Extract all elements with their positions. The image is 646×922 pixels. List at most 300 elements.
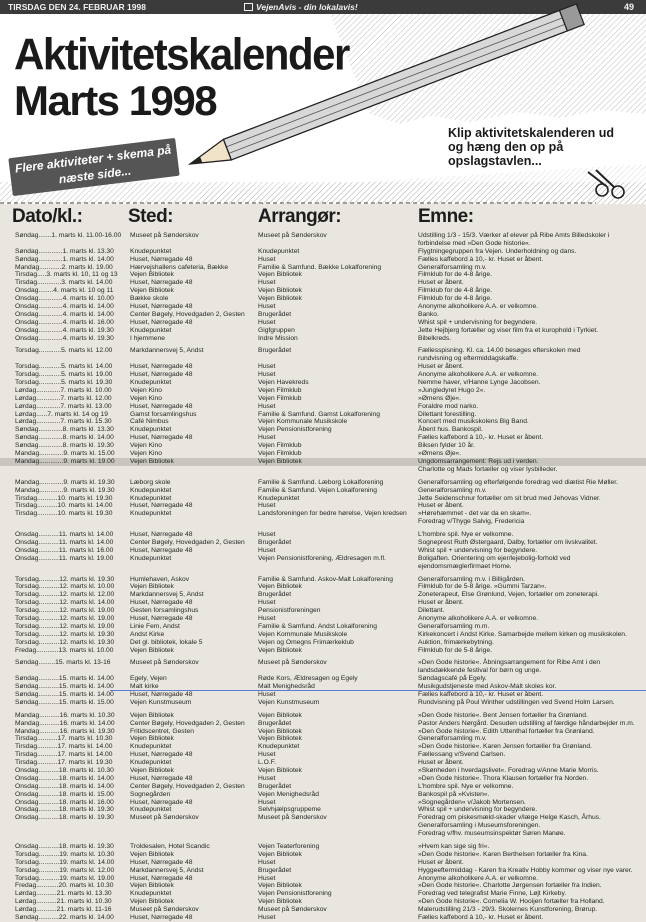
table-row <box>0 271 646 279</box>
place-cell: Knudepunktet <box>130 743 172 751</box>
date-time-cell: Søndag.............8. marts kl. 13.30 <box>15 426 114 434</box>
organizer-cell: Vejen Bibliotek <box>258 646 302 654</box>
subject-cell: Dilettant. <box>418 607 445 615</box>
date-time-cell: Lørdag...........21. marts kl. 10.30 <box>15 898 112 906</box>
table-row <box>0 615 646 623</box>
place-cell: Huset, Nørregade 48 <box>130 502 193 510</box>
place-cell: Vejen Bibliotek <box>130 882 174 890</box>
subject-cell: Dilettant forestilling. <box>418 410 477 418</box>
date-time-cell: Søndag.............8. marts kl. 14.00 <box>15 434 114 442</box>
date-time-cell: Mandag.............9. marts kl. 19.00 <box>15 457 115 465</box>
page-header-bar <box>0 0 646 14</box>
subject-cell: Generalforsamling og efterfølgende foredrag ved diætist Rie Møller. <box>418 478 618 486</box>
date-time-cell: Søndag.............8. marts kl. 19.30 <box>15 442 114 450</box>
place-cell: Huset, Nørregade 48 <box>130 914 193 922</box>
date-time-cell: Onsdag...........18. marts kl. 19.30 <box>15 806 114 814</box>
place-cell: Linie Fem, Andst <box>130 622 180 630</box>
organizer-cell: Huset <box>258 690 276 698</box>
subject-cell: Pastor Anders Nørgård. Desuden udstilling af færdige håndarbejder m.m. <box>418 719 635 727</box>
column-heading-place: Sted: <box>128 206 173 227</box>
date-time-cell: Onsdag...........18. marts kl. 19.30 <box>15 814 114 822</box>
date-time-cell: Søndag...........22. marts kl. 14.00 <box>15 914 114 922</box>
subject-cell: Generalforsamling i Museumsforeningen. <box>418 822 541 830</box>
place-cell: Det gl. bibliotek, lokale 5 <box>130 638 203 646</box>
date-time-cell: Lørdag...........21. marts kl. 11-16 <box>15 906 112 914</box>
table-row <box>0 767 646 775</box>
organizer-cell: Huset <box>258 318 276 326</box>
place-cell: Knudepunktet <box>130 494 172 502</box>
date-time-cell: Onsdag.............4. marts kl. 19.30 <box>15 326 114 334</box>
subject-cell: »Sognegården« v/Jakob Mortensen. <box>418 798 526 806</box>
organizer-cell: Vejen Filmklub <box>258 442 302 450</box>
subject-cell: Anonyme alkoholikere A.A. er velkomne. <box>418 614 539 622</box>
organizer-cell: Huset <box>258 751 276 759</box>
subject-cell: »Den Gode historie«. Cornelia W. Hooijen fortæller fra Holland. <box>418 898 605 906</box>
place-cell: I hjemmene <box>130 334 165 342</box>
subject-cell: Filmklub for de 4-8 årige. <box>418 271 492 279</box>
place-cell: Vejen Bibliotek <box>130 898 174 906</box>
date-time-cell: Torsdag...........12. marts kl. 19.00 <box>15 614 115 622</box>
table-row <box>0 387 646 395</box>
organizer-cell: Vejen Kommunale Musikskole <box>258 630 348 638</box>
place-cell: Huset, Nørregade 48 <box>130 858 193 866</box>
subject-cell: Hyggeeftermiddag - Karen fra Kreativ Hobby kommer og viser nye varer. <box>418 866 633 874</box>
place-cell: Museet på Sønderskov <box>130 814 199 822</box>
organizer-cell: Familie & Samfund. Vejen Lokalforening <box>258 486 377 494</box>
table-row <box>0 303 646 311</box>
organizer-cell: Museet på Sønderskov <box>258 659 327 667</box>
brand-text: VejenAvis - din lokalavis! <box>256 2 358 12</box>
organizer-cell: Pensionistforeningen <box>258 607 321 615</box>
organizer-cell: Museet på Sønderskov <box>258 906 327 914</box>
table-row <box>0 783 646 791</box>
date-time-cell: Onsdag........4. marts kl. 10 og 11 <box>15 287 114 295</box>
organizer-cell: Vejen Pensionistforening <box>258 890 332 898</box>
table-row <box>0 563 646 571</box>
organizer-cell: Huset <box>258 914 276 922</box>
organizer-cell: Huset <box>258 303 276 311</box>
organizer-cell: Vejen Filmklub <box>258 394 302 402</box>
activity-table <box>0 232 646 922</box>
subject-cell: Generalforsamling m.v. <box>418 486 487 494</box>
table-row <box>0 751 646 759</box>
subject-cell: Foredrag v/Thyge Salvig, Fredericia <box>418 518 525 526</box>
place-cell: Huset, Nørregade 48 <box>130 874 193 882</box>
subject-cell: Foraldre mod narko. <box>418 402 479 410</box>
place-cell: Vejen Bibliotek <box>130 735 174 743</box>
date-time-cell: Onsdag...........18. marts kl. 15.00 <box>15 790 114 798</box>
place-cell: Museet på Sønderskov <box>130 232 199 239</box>
place-cell: Vejen Bibliotek <box>130 271 174 279</box>
date-time-cell: Tirsdag...........17. marts kl. 14.00 <box>15 743 113 751</box>
organizer-cell: Vejen Bibliotek <box>258 457 302 465</box>
date-time-cell: Mandag.............9. marts kl. 19.30 <box>15 478 115 486</box>
subject-cell: Flygtningegruppen fra Vejen. Underholdning og dans. <box>418 247 577 255</box>
subject-cell: »Den Gode historie«. Charlotte Jørgensen fortæller fra Indien. <box>418 882 602 890</box>
subject-cell: Whist spil + undervisning for begyndere. <box>418 318 538 326</box>
place-cell: Markdannersvej 5, Andst <box>130 591 204 599</box>
place-cell: Andst Kirke <box>130 630 165 638</box>
subject-cell: Sogneprest Ruth Østergaard, Dalby, fortæller om livskvalitet. <box>418 538 598 546</box>
organizer-cell: Brugerådet <box>258 538 292 546</box>
table-row <box>0 890 646 898</box>
more-activities-banner: Flere aktiviteter + skema på næste side... <box>8 138 179 196</box>
organizer-cell: Røde Kors, Ældresagen og Egely <box>258 675 358 683</box>
organizer-cell: Knudepunktet <box>258 247 300 255</box>
table-row <box>0 458 646 466</box>
page-number: 49 <box>623 2 634 12</box>
table-row <box>0 867 646 875</box>
subject-cell: Charlotte og Mads fortæller og viser lysbilleder. <box>418 465 558 473</box>
organizer-cell: Brugerådet <box>258 310 292 318</box>
date-time-cell: Mandag...........16. marts kl. 10.30 <box>15 711 115 719</box>
date-time-cell: Torsdag...........12. marts kl. 14.00 <box>15 599 115 607</box>
place-cell: Huset, Nørregade 48 <box>130 402 193 410</box>
subject-cell: Whist spil + undervisning for begyndere. <box>418 806 538 814</box>
organizer-cell: Malt Menighedsråd <box>258 683 315 691</box>
organizer-cell: Familie & Samfund. Andst Lokalforening <box>258 622 377 630</box>
table-row <box>0 539 646 547</box>
organizer-cell: Vejen Bibliotek <box>258 850 302 858</box>
place-cell: Museet på Sønderskov <box>130 659 199 667</box>
subject-cell: Nemme haver, v/Hanne Lynge Jacobsen. <box>418 379 541 387</box>
subject-cell: Fælles kaffebord à 10,- kr. Huset er åbent. <box>418 255 544 263</box>
organizer-cell: Museet på Sønderskov <box>258 232 327 239</box>
date-time-cell: Mandag...........16. marts kl. 14.00 <box>15 719 115 727</box>
table-row <box>0 479 646 487</box>
table-row <box>0 347 646 355</box>
subject-cell: Filmklub for de 4-8 årige. <box>418 295 492 303</box>
place-cell: Troldesalen, Hotel Scandic <box>130 843 210 851</box>
date-time-cell: Torsdag...........12. marts kl. 19.00 <box>15 607 115 615</box>
date-time-cell: Torsdag............5. marts kl. 12.00 <box>15 347 113 355</box>
table-row <box>0 327 646 335</box>
subject-cell: landsdækkende festival for børn og unge. <box>418 667 542 675</box>
table-row <box>0 791 646 799</box>
table-row <box>0 830 646 838</box>
organizer-cell: Gigfgruppen <box>258 326 295 334</box>
date-time-cell: Onsdag...........11. marts kl. 14.00 <box>15 531 114 539</box>
table-row <box>0 355 646 363</box>
place-cell: Vejen Bibliotek <box>130 767 174 774</box>
place-cell: Vejen Kino <box>130 450 162 458</box>
subject-cell: Jette Seidenschnur fortæller om sit brud med Jehovas Vidner. <box>418 494 601 502</box>
table-row <box>0 775 646 783</box>
column-heading-subject: Emne: <box>418 206 474 227</box>
organizer-cell: Huset <box>258 255 276 263</box>
table-row <box>0 875 646 883</box>
place-cell: Knudepunktet <box>130 326 172 334</box>
subject-cell: Udstilling 1/3 - 15/3. Værker af elever på Ribe Amts Billedskoler i <box>418 232 610 239</box>
organizer-cell: Selvhjælpsgruppeme <box>258 806 321 814</box>
organizer-cell: Brugerådet <box>258 591 292 599</box>
place-cell: Huset, Nørregade 48 <box>130 751 193 759</box>
place-cell: Gesten forsamlingshus <box>130 607 199 615</box>
place-cell: Vejen Kunstmuseum <box>130 698 192 706</box>
place-cell: Center Bøgely, Hovedgaden 2, Gesten <box>130 310 245 318</box>
place-cell: Vejen Bibliotek <box>130 711 174 719</box>
subject-cell: Huset er åbent. <box>418 363 464 371</box>
place-cell: Markdannersvej 5, Andst <box>130 866 204 874</box>
place-cell: Sognegården <box>130 790 171 798</box>
organizer-cell: Huset <box>258 774 276 782</box>
organizer-cell: L.O.F. <box>258 759 276 767</box>
issue-date: TIRSDAG DEN 24. FEBRUAR 1998 <box>8 2 146 12</box>
place-cell: Gamst forsamlingshus <box>130 410 197 418</box>
place-cell: Huset, Nørregade 48 <box>130 255 193 263</box>
table-row <box>0 287 646 295</box>
subject-cell: Generalforsamling m.v. <box>418 735 487 743</box>
organizer-cell: Vejen Bibliotek <box>258 727 302 735</box>
subject-cell: Kirkekoncert i Andst Kirke. Samarbejde mellem kirken og musikskolen. <box>418 630 627 638</box>
subject-cell: Fælles kaffebord à 10,- kr. Huset er åbent. <box>418 434 544 442</box>
date-time-cell: Torsdag...........12. marts kl. 19.30 <box>15 630 115 638</box>
organizer-cell: Brugerådet <box>258 719 292 727</box>
place-cell: Knudepunktet <box>130 890 172 898</box>
date-time-cell: Tirsdag...........17. marts kl. 10.30 <box>15 735 113 743</box>
organizer-cell: Vejen Bibliotek <box>258 735 302 743</box>
table-row <box>0 728 646 736</box>
organizer-cell: Knudepunktet <box>258 743 300 751</box>
subject-cell: Generalforsamling m.v. i Billigården. <box>418 575 525 583</box>
place-cell: Læborg skole <box>130 478 171 486</box>
table-row <box>0 691 646 699</box>
table-row <box>0 450 646 458</box>
table-row <box>0 232 646 240</box>
organizer-cell: Vejen Bibliotek <box>258 583 302 591</box>
date-time-cell: Søndag.........15. marts kl. 13-16 <box>15 659 111 667</box>
subject-cell: Søndagscafé på Egely. <box>418 675 487 683</box>
table-row <box>0 495 646 503</box>
organizer-cell: Huset <box>258 502 276 510</box>
place-cell: Vejen Bibliotek <box>130 287 174 295</box>
table-row <box>0 555 646 563</box>
place-cell: Knudepunktet <box>130 247 172 255</box>
subject-cell: Musikgudstjeneste med Askov-Malt skoles kor. <box>418 683 557 691</box>
column-heading-organizer: Arrangør: <box>258 206 342 227</box>
date-time-cell: Lørdag.............7. marts kl. 13.00 <box>15 402 112 410</box>
table-row <box>0 518 646 526</box>
date-time-cell: Lørdag...........21. marts kl. 13.30 <box>15 890 112 898</box>
place-cell: Fritidscentret, Gesten <box>130 727 194 735</box>
place-cell: Café Nimbus <box>130 418 169 426</box>
subject-cell: Whist spil + undervisning for begyndere. <box>418 546 538 554</box>
date-time-cell: Torsdag...........12. marts kl. 19.00 <box>15 622 115 630</box>
place-cell: Egely, Vejen <box>130 675 167 683</box>
table-row <box>0 822 646 830</box>
place-cell: Hærvejshallens cafeteria, Bække <box>130 263 229 271</box>
subject-cell: Banko. <box>418 310 439 318</box>
organizer-cell: Vejen Menighedsråd <box>258 790 319 798</box>
table-row <box>0 675 646 683</box>
subject-cell: Bibelkreds. <box>418 334 452 342</box>
place-cell: Huset, Nørregade 48 <box>130 798 193 806</box>
date-time-cell: Onsdag...........18. marts kl. 19.30 <box>15 843 114 851</box>
subject-cell: Fællessang v/Svend Carlsen. <box>418 751 506 759</box>
subject-cell: Huset er åbent. <box>418 759 464 767</box>
table-row <box>0 487 646 495</box>
organizer-cell: Huset <box>258 858 276 866</box>
place-cell: Malt kirke <box>130 683 159 691</box>
subject-cell: Jette Hejbjerg fortæller og viser film fra et kurophold i Tyrkiet. <box>418 326 599 334</box>
place-cell: Vejen Bibliotek <box>130 583 174 591</box>
date-time-cell: Mandag...........16. marts kl. 19.30 <box>15 727 115 735</box>
subject-cell: Generalforsamling m.m. <box>418 622 490 630</box>
date-time-cell: Onsdag.............4. marts kl. 19.30 <box>15 334 114 342</box>
subject-cell: Fællesspisning. Kl. ca. 14.00 besøges efterskolen med <box>418 347 581 355</box>
place-cell: Huset, Nørregade 48 <box>130 371 193 379</box>
place-cell: Knudepunktet <box>130 426 172 434</box>
organizer-cell: Vejen Filmklub <box>258 386 302 394</box>
date-time-cell: Onsdag.............4. marts kl. 10.00 <box>15 295 114 303</box>
subject-cell: Foredrag om piskesmæld-skader v/læge Helge Kasch, Århus. <box>418 814 601 822</box>
place-cell: Huset, Nørregade 48 <box>130 599 193 607</box>
organizer-cell: Brugerådet <box>258 347 292 355</box>
table-row <box>0 240 646 248</box>
date-time-cell: Søndag...........15. marts kl. 14.00 <box>15 675 114 683</box>
table-row <box>0 799 646 807</box>
date-time-cell: Torsdag...........19. marts kl. 12.00 <box>15 866 115 874</box>
subject-cell: rundvisning og eftermiddagskaffe. <box>418 355 519 363</box>
place-cell: Center Bøgely, Hovedgaden 2, Gesten <box>130 719 245 727</box>
place-cell: Museet på Sønderskov <box>130 906 199 914</box>
table-row <box>0 843 646 851</box>
date-time-cell: Onsdag.............4. marts kl. 14.00 <box>15 303 114 311</box>
date-time-cell: Tirsdag...........10. marts kl. 19.30 <box>15 494 113 502</box>
table-row <box>0 647 646 655</box>
place-cell: Vejen Bibliotek <box>130 457 174 465</box>
place-cell: Vejen Kino <box>130 386 162 394</box>
place-cell: Huset, Nørregade 48 <box>130 318 193 326</box>
subject-cell: »Hørehæmmet - det var da en skam«. <box>418 510 532 518</box>
date-time-cell: Søndag...........15. marts kl. 14.00 <box>15 690 114 698</box>
table-row <box>0 743 646 751</box>
table-row <box>0 735 646 743</box>
organizer-cell: Vejen Kommunale Musikskole <box>258 418 348 426</box>
subject-cell: Malerudstilling 21/3 - 29/3. Skolernes Kunstforening, Brørup. <box>418 906 598 914</box>
organizer-cell: Vejen Filmklub <box>258 450 302 458</box>
organizer-cell: Huset <box>258 599 276 607</box>
subject-cell: Bankospil på »Kvisten«. <box>418 790 490 798</box>
subject-cell: Koncert med musikskolens Big Band. <box>418 418 529 426</box>
table-row <box>0 466 646 474</box>
organizer-cell: Familie & Samfund. Gamst Lokalforening <box>258 410 380 418</box>
table-row <box>0 631 646 639</box>
place-cell: Markdannersvej 5, Andst <box>130 347 204 355</box>
organizer-cell: Huset <box>258 546 276 554</box>
table-row <box>0 720 646 728</box>
calendar-header <box>0 14 646 204</box>
table-row <box>0 426 646 434</box>
place-cell: Center Bøgely, Hovedgaden 2, Gesten <box>130 782 245 790</box>
organizer-cell: Indre Mission <box>258 334 298 342</box>
organizer-cell: Knudepunktet <box>258 494 300 502</box>
table-row <box>0 859 646 867</box>
date-time-cell: Torsdag...........12. marts kl. 19.30 <box>15 575 115 583</box>
date-time-cell: Torsdag............5. marts kl. 19.00 <box>15 371 113 379</box>
place-cell: Knudepunktet <box>130 759 172 767</box>
organizer-cell: Museet på Sønderskov <box>258 814 327 822</box>
table-row <box>0 906 646 914</box>
table-row <box>0 295 646 303</box>
table-row <box>0 623 646 631</box>
organizer-cell: Vejen Bibliotek <box>258 271 302 279</box>
organizer-cell: Huset <box>258 874 276 882</box>
subject-cell: »Den Gode historie«. Thora Klausen fortæller fra Norden. <box>418 774 589 782</box>
table-row <box>0 379 646 387</box>
table-row <box>0 851 646 859</box>
subject-cell: Anonyme alkoholikere A.A. er velkomne. <box>418 874 539 882</box>
subject-cell: »Skønheden i hverdagslivet«. Foredrag v/Anne Marie Morris. <box>418 767 599 774</box>
subject-cell: »Den Gode historie«. Bent Jensen fortæller fra Grønland. <box>418 711 588 719</box>
subject-cell: Rundvisning på Poul Winther udstillingen ved Svend Holm Larsen. <box>418 698 615 706</box>
date-time-cell: Fredag............20. marts kl. 10.30 <box>15 882 114 890</box>
date-time-cell: Tirsdag...........17. marts kl. 19.30 <box>15 759 113 767</box>
organizer-cell: Vejen Teaterforening <box>258 843 320 851</box>
subject-cell: Huset er åbent. <box>418 279 464 287</box>
organizer-cell: Vejen Pensionistforening, Ældresagen m.fl. <box>258 554 386 562</box>
date-time-cell: Torsdag...........19. marts kl. 10.30 <box>15 850 115 858</box>
table-row <box>0 591 646 599</box>
organizer-cell: Vejen Bibliotek <box>258 711 302 719</box>
place-cell: Vejen Kino <box>130 394 162 402</box>
date-time-cell: Onsdag...........18. marts kl. 14.00 <box>15 774 114 782</box>
subject-cell: Zoneterapeut, Else Grønlund, Vejen, fortæller om zoneterapi. <box>418 591 600 599</box>
table-row <box>0 279 646 287</box>
table-row <box>0 319 646 327</box>
place-cell: Knudepunktet <box>130 806 172 814</box>
date-time-cell: Fredag............13. marts kl. 10.00 <box>15 646 114 654</box>
table-row <box>0 639 646 647</box>
place-cell: Vejen Bibliotek <box>130 850 174 858</box>
date-time-cell: Mandag.............9. marts kl. 19.30 <box>15 486 115 494</box>
date-time-cell: Tirsdag...........17. marts kl. 14.00 <box>15 751 113 759</box>
place-cell: Vejen Kino <box>130 442 162 450</box>
date-time-cell: Onsdag...........11. marts kl. 19.00 <box>15 554 114 562</box>
place-cell: Center Bøgely, Hovedgaden 2, Gesten <box>130 538 245 546</box>
organizer-cell: Huset <box>258 371 276 379</box>
table-row <box>0 547 646 555</box>
subject-cell: Anonyme alkoholikere A.A. er velkomne. <box>418 371 539 379</box>
organizer-cell: Brugerådet <box>258 866 292 874</box>
place-cell: Huset, Nørregade 48 <box>130 363 193 371</box>
newspaper-logo-icon <box>244 3 253 11</box>
subject-cell: Åbent hus. Bankospil. <box>418 426 483 434</box>
organizer-cell: Huset <box>258 402 276 410</box>
organizer-cell: Vejen Bibliotek <box>258 882 302 890</box>
date-time-cell: Torsdag...........12. marts kl. 19.30 <box>15 638 115 646</box>
table-row <box>0 502 646 510</box>
subject-cell: Foredrag ved telegrafist Marie Finne, Løjt Kirkeby. <box>418 890 567 898</box>
table-row <box>0 576 646 584</box>
page-title: Aktivitetskalender <box>14 29 349 80</box>
table-row <box>0 599 646 607</box>
table-row <box>0 434 646 442</box>
subject-cell: »Den Gode historie«. Edith Uttenthal fortæller fra Grønland. <box>418 727 595 735</box>
date-time-cell: Lørdag.............7. marts kl. 10.00 <box>15 386 112 394</box>
organizer-cell: Huset <box>258 614 276 622</box>
organizer-cell: Landsforeningen for bedre hørelse, Vejen kredsen <box>258 510 407 518</box>
date-time-cell: Onsdag...........18. marts kl. 10.30 <box>15 767 114 774</box>
table-row <box>0 395 646 403</box>
clip-instruction: Klip aktivitetskalenderen ud og hæng den op på opslagstavlen... <box>448 126 615 168</box>
date-time-cell: Søndag...........15. marts kl. 14.00 <box>15 683 114 691</box>
organizer-cell: Huset <box>258 363 276 371</box>
date-time-cell: Torsdag...........19. marts kl. 19.00 <box>15 874 115 882</box>
table-row <box>0 699 646 707</box>
organizer-cell: Vejen Kunstmuseum <box>258 698 320 706</box>
date-time-cell: Tirsdag.....3. marts kl. 10, 11 og 13 <box>15 271 118 279</box>
